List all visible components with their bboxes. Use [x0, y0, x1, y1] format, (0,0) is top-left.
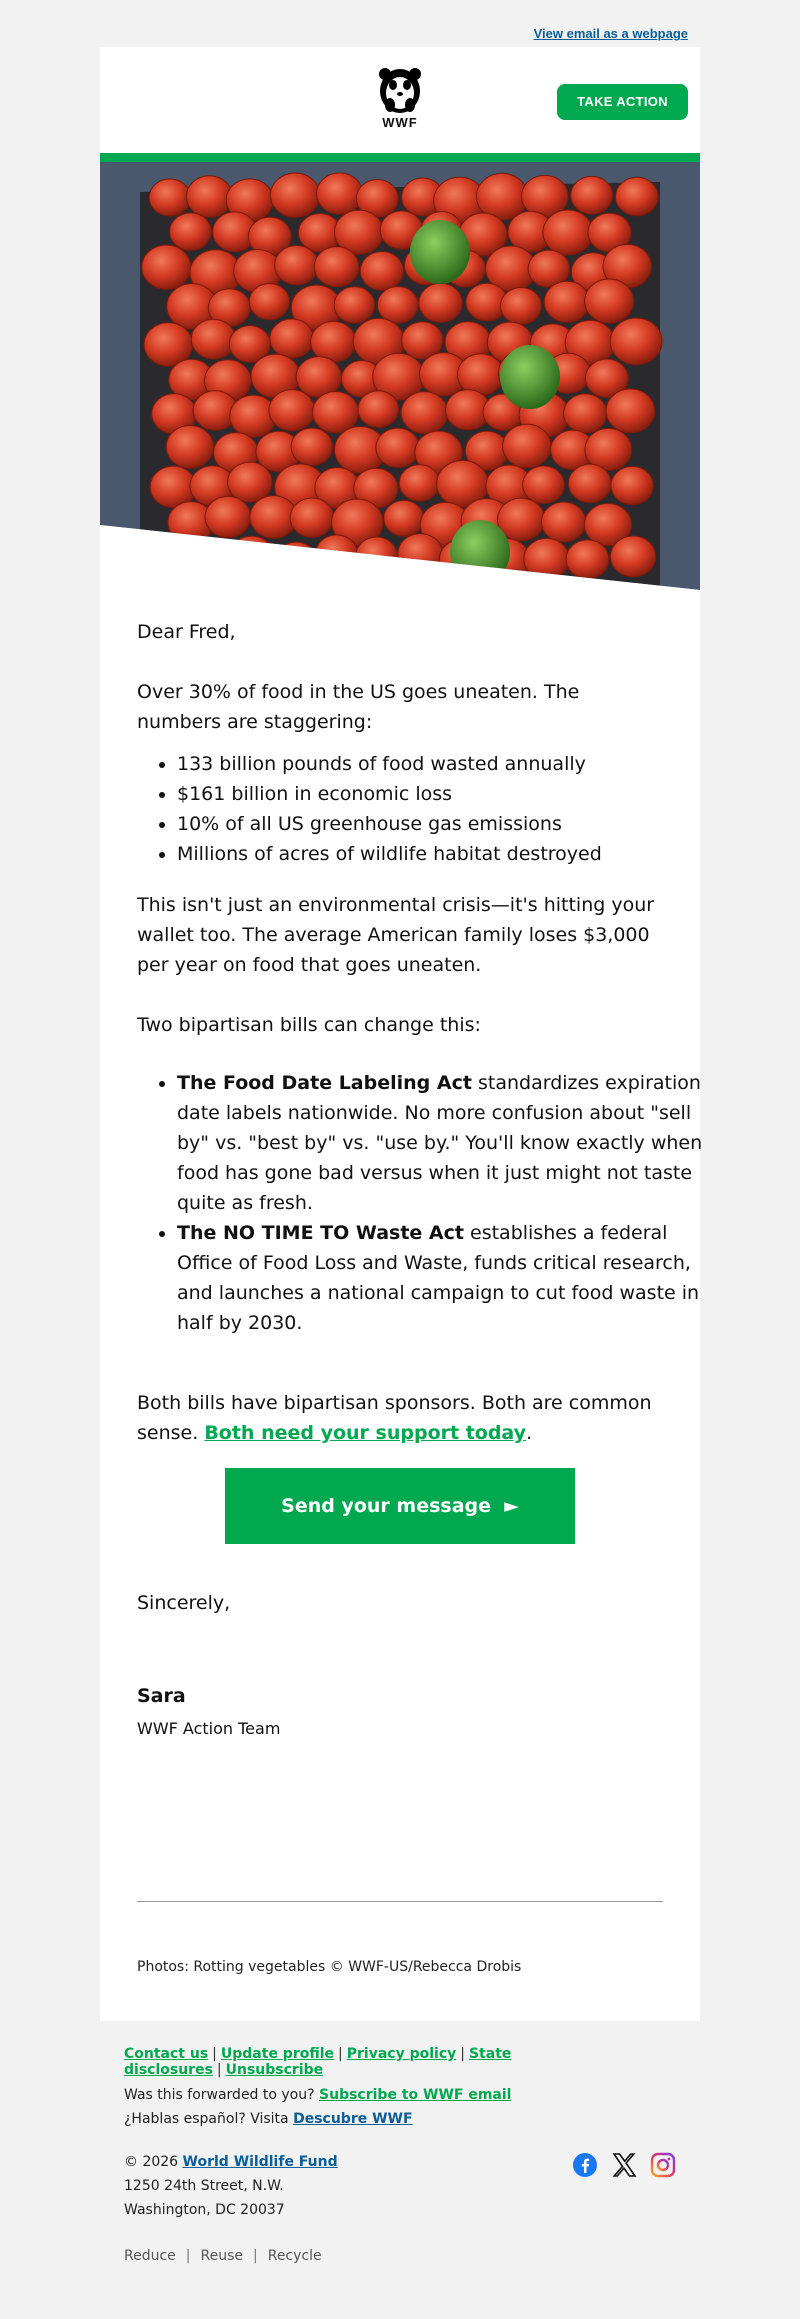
recycle-text: Recycle	[267, 2248, 322, 2264]
tomato	[312, 391, 358, 433]
bill-name: The NO TIME TO Waste Act	[177, 1222, 464, 1244]
org-link[interactable]: World Wildlife Fund	[182, 2154, 338, 2170]
tomato	[311, 321, 356, 362]
privacy-policy-link[interactable]: Privacy policy	[346, 2046, 457, 2062]
tomato	[571, 176, 613, 214]
separator: |	[185, 2248, 191, 2264]
address-line: Washington, DC 20037	[124, 2202, 285, 2218]
tomato	[270, 319, 314, 358]
tomato	[249, 284, 289, 320]
separator: |	[212, 2046, 217, 2062]
closing-paragraph	[137, 1388, 663, 1448]
list-item	[177, 1218, 703, 1338]
reuse-text: Reuse	[200, 2248, 244, 2264]
send-message-button[interactable]: Send your message ►	[225, 1468, 575, 1544]
header-accent-bar	[100, 153, 700, 162]
tomato	[334, 287, 375, 324]
green-pepper	[410, 220, 470, 284]
unsubscribe-link[interactable]: Unsubscribe	[225, 2062, 324, 2078]
view-webpage-link[interactable]: View email as a webpage	[533, 26, 688, 41]
tomato	[503, 424, 552, 468]
signer-team: WWF Action Team	[137, 1719, 281, 1738]
tomato	[205, 496, 251, 537]
crisis-paragraph: This isn't just an environmental crisis—it's hitting your wallet too. The average American family loses $3,000 per year on food that goes uneaten.	[137, 894, 655, 976]
support-link[interactable]: Both need your support today	[204, 1422, 527, 1444]
tomato	[317, 173, 363, 214]
update-profile-link[interactable]: Update profile	[220, 2046, 335, 2062]
tomato	[291, 428, 333, 465]
email-header	[100, 47, 700, 153]
tomato	[314, 247, 359, 287]
tomato	[275, 245, 319, 284]
hero-image	[100, 162, 700, 590]
bill-name: The Food Date Labeling Act	[177, 1072, 472, 1094]
sign-off: Sincerely,	[137, 1592, 231, 1614]
tomato	[401, 392, 448, 434]
descubre-wwf-link[interactable]: Descubre WWF	[293, 2111, 413, 2127]
tomato	[541, 502, 585, 542]
list-item: • Millions of acres of wildlife habitat destroyed	[177, 839, 703, 869]
tomato	[523, 466, 565, 504]
intro-paragraph: Over 30% of food in the US goes uneaten. The numbers are staggering:	[137, 681, 580, 733]
state-disclosures-link[interactable]: State disclosures	[124, 2046, 512, 2078]
take-action-button[interactable]: TAKE ACTION	[557, 84, 688, 120]
tomato	[544, 281, 590, 322]
tomato	[615, 177, 658, 216]
list-item: • 10% of all US greenhouse gas emissions	[177, 809, 703, 839]
bill-description: establishes a federal Office of Food Loss and Waste, funds critical research, and launches a national campaign to cut food waste in half by 2030.	[177, 1222, 700, 1334]
contact-us-link[interactable]: Contact us	[124, 2046, 209, 2062]
tomato	[611, 466, 654, 504]
list-item: • $161 billion in economic loss	[177, 779, 703, 809]
tomato	[585, 279, 634, 323]
tomato	[360, 251, 403, 290]
forward-info	[124, 2083, 684, 2131]
footer-links	[124, 2046, 684, 2078]
green-pepper	[500, 345, 560, 409]
logo-text: WWF	[382, 115, 418, 130]
tomato	[290, 498, 334, 537]
signer-name: Sara	[137, 1685, 186, 1707]
tomato	[269, 390, 315, 431]
tomato	[358, 391, 399, 428]
photo-credit: Photos: Rotting vegetables © WWF-US/Rebecca Drobis	[137, 1959, 522, 1975]
bills-intro: Two bipartisan bills can change this:	[137, 1014, 481, 1036]
tomato	[270, 173, 319, 217]
separator: |	[460, 2046, 465, 2062]
tomato	[606, 389, 655, 433]
tomato	[566, 540, 609, 579]
tomato	[191, 319, 235, 359]
closing-text: Both bills have bipartisan sponsors. Both are common sense.	[137, 1392, 652, 1444]
tomato	[149, 179, 190, 216]
tomato	[564, 394, 607, 433]
rotting-tomatoes-photo	[100, 162, 700, 590]
separator: |	[216, 2062, 222, 2078]
tomato	[568, 464, 611, 503]
instagram-icon[interactable]	[650, 2152, 678, 2180]
tomato	[376, 428, 420, 467]
tomato	[166, 425, 214, 468]
separator: |	[338, 2046, 343, 2062]
facebook-icon[interactable]	[572, 2152, 600, 2180]
list-item: • 133 billion pounds of food wasted annually	[177, 749, 703, 779]
tomato	[610, 536, 656, 577]
address-line: 1250 24th Street, N.W.	[124, 2178, 284, 2194]
spanish-text: ¿Hablas español? Visita	[124, 2111, 294, 2127]
bills-list	[137, 1068, 703, 1338]
greeting: Dear Fred,	[137, 621, 236, 643]
tomato	[228, 462, 273, 502]
tomato	[500, 288, 541, 325]
email-card	[100, 47, 703, 2021]
forwarded-text: Was this forwarded to you?	[124, 2087, 320, 2103]
tomato	[142, 245, 191, 289]
list-item	[177, 1068, 703, 1218]
tomato	[543, 210, 593, 255]
bill-description: standardizes expiration date labels nationwide. No more confusion about "sell by" vs. "best by" vs. "use by." You'll know exactly when food has gone bad versus when it just might not taste quite as fresh.	[177, 1072, 703, 1214]
wwf-panda-logo[interactable]	[376, 67, 424, 131]
copyright: © 2026	[124, 2154, 183, 2170]
separator: |	[253, 2248, 258, 2264]
x-icon[interactable]	[611, 2152, 639, 2180]
closing-period: .	[526, 1422, 533, 1444]
tomato	[170, 213, 212, 251]
tomato	[384, 500, 424, 536]
reduce-reuse-recycle	[124, 2248, 684, 2264]
tomato	[419, 283, 463, 322]
stats-list	[137, 749, 703, 869]
tomato	[377, 287, 418, 324]
subscribe-link[interactable]: Subscribe to WWF email	[319, 2087, 512, 2103]
reduce-text: Reduce	[124, 2248, 176, 2264]
tomato	[399, 465, 440, 502]
tomato	[186, 176, 232, 217]
social-links	[572, 2152, 678, 2180]
tomato	[458, 354, 504, 396]
divider	[137, 1901, 663, 1902]
tomato	[610, 318, 662, 365]
